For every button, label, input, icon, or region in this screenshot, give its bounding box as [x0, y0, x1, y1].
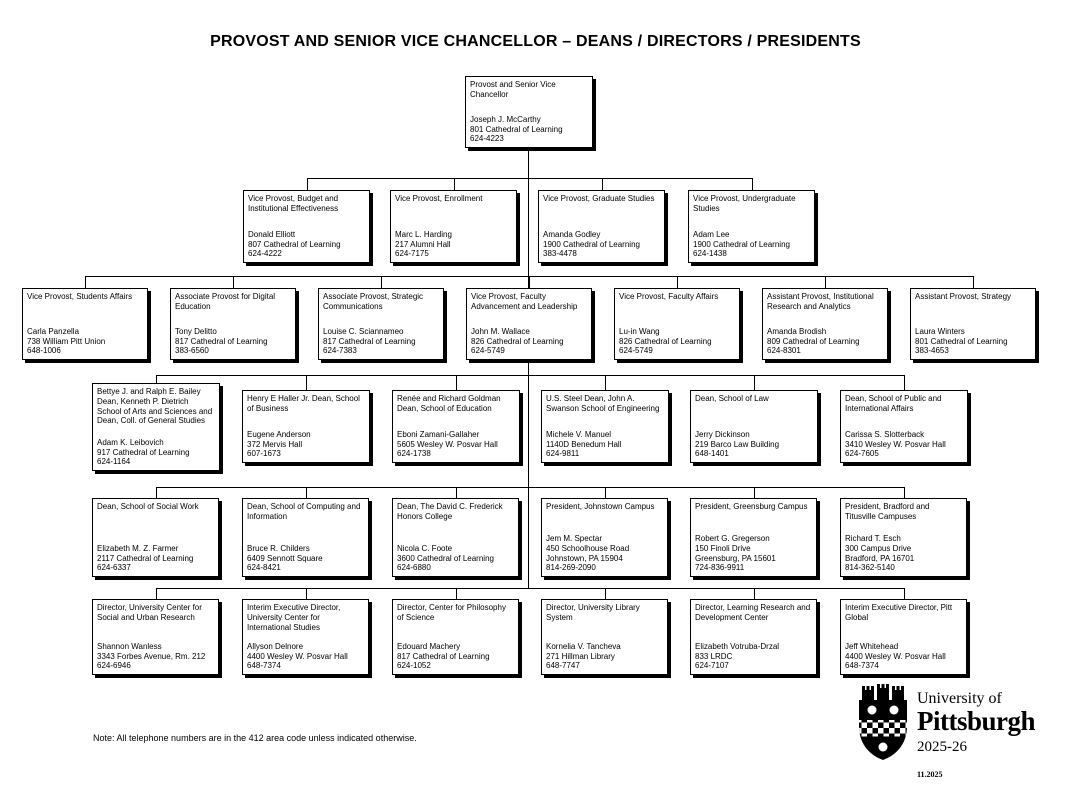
org-box: [92, 599, 219, 675]
org-box: [392, 599, 519, 675]
connector-line: [973, 276, 974, 288]
org-box-contact: [546, 430, 664, 459]
org-box-contact-line: 3343 Forbes Avenue, Rm. 212: [97, 651, 206, 661]
org-box-contact: [471, 327, 587, 356]
org-box: [541, 498, 668, 577]
org-box-contact-line: Eboni Zamani-Gallaher: [397, 429, 480, 439]
org-box-contact-line: 648-7747: [546, 661, 580, 671]
org-box-contact-line: Allyson Delnore: [247, 641, 304, 651]
connector-line: [605, 487, 606, 498]
org-box-contact: [915, 327, 1031, 356]
org-box-contact-line: 624-7605: [845, 449, 879, 459]
org-box-title: Director, Center for Philosophy of Science: [397, 603, 506, 622]
org-box-contact-line: Tony Delitto: [175, 326, 217, 336]
org-box-contact-line: 624-8301: [767, 346, 801, 356]
org-box-contact-line: 4400 Wesley W. Posvar Hall: [247, 651, 348, 661]
connector-line: [529, 276, 530, 288]
connector-line: [454, 178, 455, 190]
org-box-contact: [546, 534, 663, 573]
org-box-contact: [397, 642, 514, 671]
org-box-contact-line: Amanda Brodish: [767, 326, 827, 336]
org-box-contact-line: 624-1164: [97, 457, 131, 467]
org-box-contact-line: 4400 Wesley W. Posvar Hall: [845, 651, 946, 661]
org-box: [840, 599, 967, 675]
org-box: [688, 190, 815, 263]
connector-line: [605, 588, 606, 599]
org-box-contact: [97, 438, 215, 467]
org-box-contact: [695, 534, 812, 573]
org-box-title: Bettye J. and Ralph E. Bailey Dean, Kenneth P. Dietrich School of Arts and Sciences and Dean, Coll. of General Studies: [97, 387, 213, 426]
org-box: [170, 288, 296, 360]
org-box-contact-line: 383-4653: [915, 346, 949, 356]
org-box-title: U.S. Steel Dean, John A. Swanson School of Engineering: [546, 394, 660, 413]
org-box: [466, 288, 592, 360]
org-box-title: Director, University Library System: [546, 603, 640, 622]
org-box-contact-line: 271 Hillman Library: [546, 651, 615, 661]
org-box-title: Vice Provost, Faculty Affairs: [619, 292, 719, 301]
org-box-title: Vice Provost, Students Affairs: [27, 292, 133, 301]
pitt-shield-icon: [856, 684, 910, 762]
org-box-title: Vice Provost, Budget and Institutional Effectiveness: [248, 194, 339, 213]
org-box-contact-line: 624-6880: [397, 563, 431, 573]
org-box-contact-line: Bruce R. Childers: [247, 543, 310, 553]
org-box-contact-line: 624-1052: [397, 661, 431, 671]
org-box-contact: [693, 230, 810, 259]
org-box-contact-line: 6409 Sennott Square: [247, 553, 323, 563]
org-box-contact: [175, 327, 291, 356]
org-box-contact: [97, 544, 214, 573]
org-box-contact-line: 648-1006: [27, 346, 61, 356]
org-box-title: Interim Executive Director, Pitt Global: [845, 603, 953, 622]
org-box-contact-line: 1900 Cathedral of Learning: [693, 239, 790, 249]
org-box-contact-line: Shannon Wanless: [97, 641, 162, 651]
org-box-title: Dean, School of Public and International Affairs: [845, 394, 942, 413]
org-box-title: Associate Provost for Digital Education: [175, 292, 276, 311]
org-box-contact: [27, 327, 143, 356]
org-box-title: President, Johnstown Campus: [546, 502, 655, 511]
org-box-title: Dean, The David C. Frederick Honors College: [397, 502, 503, 521]
org-box-contact-line: Elizabeth Votruba-Drzal: [695, 641, 780, 651]
connector-line: [754, 487, 755, 498]
org-box-title: Dean, School of Law: [695, 394, 769, 403]
pitt-logo: [856, 684, 1035, 779]
org-box-contact-line: John M. Wallace: [471, 326, 530, 336]
org-box-contact-line: Jem M. Spectar: [546, 534, 603, 543]
connector-line: [904, 375, 905, 390]
connector-line: [156, 487, 157, 498]
org-box-contact: [619, 327, 735, 356]
page-title: PROVOST AND SENIOR VICE CHANCELLOR – DEANS / DIRECTORS / PRESIDENTS: [210, 33, 861, 50]
connector-line: [306, 487, 307, 498]
org-box: [392, 498, 519, 577]
org-box-title: Vice Provost, Enrollment: [395, 194, 483, 203]
org-box-contact: [543, 230, 660, 259]
org-box-contact-line: Johnstown, PA 15904: [546, 553, 623, 563]
org-box-contact-line: 372 Mervis Hall: [247, 439, 303, 449]
org-box-contact-line: 814-269-2090: [546, 563, 596, 573]
org-box-contact: [767, 327, 883, 356]
org-box-title: Vice Provost, Undergraduate Studies: [693, 194, 796, 213]
org-box-contact-line: 450 Schoolhouse Road: [546, 543, 630, 553]
org-box-title: Director, Learning Research and Development Center: [695, 603, 811, 622]
connector-line: [456, 375, 457, 390]
org-box-contact-line: Donald Elliott: [248, 229, 296, 239]
connector-line: [156, 487, 905, 488]
connector-line: [605, 375, 606, 390]
connector-line: [85, 276, 86, 288]
org-box-contact-line: Adam K. Leibovich: [97, 437, 164, 447]
org-box: [690, 390, 818, 463]
org-box-contact-line: 300 Campus Drive: [845, 543, 912, 553]
org-box-contact-line: 648-7374: [845, 661, 879, 671]
org-box-contact-line: 3410 Wesley W. Posvar Hall: [845, 439, 946, 449]
org-box-contact-line: 826 Cathedral of Learning: [619, 336, 712, 346]
org-box-contact: [470, 115, 588, 144]
org-box-title: President, Greensburg Campus: [695, 502, 808, 511]
org-box-contact-line: 724-836-9911: [695, 563, 745, 573]
org-box-title: Associate Provost, Strategic Communications: [323, 292, 424, 311]
org-box-contact-line: 648-1401: [695, 449, 729, 459]
connector-line: [456, 487, 457, 498]
connector-line: [602, 178, 603, 190]
org-box-contact-line: 624-4222: [248, 249, 282, 259]
org-box-title: Provost and Senior Vice Chancellor: [470, 80, 556, 99]
org-box: [22, 288, 148, 360]
org-box-contact-line: Adam Lee: [693, 229, 730, 239]
org-box-contact: [323, 327, 439, 356]
org-box-contact-line: 738 William Pitt Union: [27, 336, 106, 346]
footnote: Note: All telephone numbers are in the 412 area code unless indicated otherwise.: [93, 733, 417, 743]
org-box-contact-line: 624-1438: [693, 249, 727, 259]
org-box-contact-line: 383-6560: [175, 346, 209, 356]
org-box-contact-line: 624-6946: [97, 661, 131, 671]
org-box-contact-line: 624-7107: [695, 661, 729, 671]
org-box: [242, 498, 369, 577]
org-box-contact-line: 150 Finoli Drive: [695, 543, 751, 553]
org-box-contact-line: 801 Cathedral of Learning: [470, 124, 563, 134]
org-box-contact-line: 648-7374: [247, 661, 281, 671]
org-box-contact-line: 607-1673: [247, 449, 281, 459]
org-box-title: Henry E Haller Jr. Dean, School of Business: [247, 394, 360, 413]
org-box-contact-line: 217 Alumni Hall: [395, 239, 451, 249]
connector-line: [528, 148, 529, 588]
org-box-contact-line: 2117 Cathedral of Learning: [97, 553, 194, 563]
org-box-contact-line: Richard T. Esch: [845, 534, 901, 543]
org-box-contact: [248, 230, 365, 259]
connector-line: [306, 588, 307, 599]
connector-line: [156, 375, 905, 376]
org-box-contact-line: 624-9811: [546, 449, 580, 459]
org-box-title: Vice Provost, Faculty Advancement and Leadership: [471, 292, 578, 311]
logo-revision-date: 11.2025: [917, 770, 943, 779]
org-box-contact-line: Carissa S. Slotterback: [845, 429, 925, 439]
connector-line: [156, 588, 157, 599]
org-box: [242, 599, 369, 675]
logo-year: 2025-26: [917, 739, 967, 755]
org-box-contact-line: 817 Cathedral of Learning: [175, 336, 268, 346]
org-box-contact-line: 1900 Cathedral of Learning: [543, 239, 640, 249]
connector-line: [825, 276, 826, 288]
org-box-contact-line: 817 Cathedral of Learning: [323, 336, 416, 346]
connector-line: [156, 375, 157, 383]
org-box-contact-line: 624-8421: [247, 563, 281, 573]
org-box-contact-line: Kornelia V. Tancheva: [546, 641, 621, 651]
org-box-contact-line: 3600 Cathedral of Learning: [397, 553, 494, 563]
connector-line: [306, 375, 307, 390]
org-box-contact: [695, 642, 812, 671]
org-box-contact-line: 624-5749: [619, 346, 653, 356]
org-box-contact-line: 624-5749: [471, 346, 505, 356]
org-box-contact-line: 624-6337: [97, 563, 131, 573]
org-box: [392, 390, 520, 463]
org-box-contact-line: Amanda Godley: [543, 229, 601, 239]
org-box-contact: [845, 534, 962, 573]
org-box-contact-line: 624-7175: [395, 249, 429, 259]
org-box-contact-line: 817 Cathedral of Learning: [397, 651, 490, 661]
connector-line: [754, 588, 755, 599]
org-box-contact-line: 809 Cathedral of Learning: [767, 336, 860, 346]
org-box-contact-line: 833 LRDC: [695, 651, 733, 661]
connector-line: [233, 276, 234, 288]
org-box-title: Director, University Center for Social and Urban Research: [97, 603, 202, 622]
org-box-title: President, Bradford and Titusville Campuses: [845, 502, 930, 521]
org-box-contact-line: 624-1738: [397, 449, 431, 459]
connector-line: [752, 178, 753, 190]
org-box-contact-line: 917 Cathedral of Learning: [97, 447, 190, 457]
connector-line: [307, 178, 308, 190]
org-box-contact-line: Eugene Anderson: [247, 429, 311, 439]
connector-line: [456, 588, 457, 599]
org-box-title: Dean, School of Computing and Information: [247, 502, 361, 521]
org-box-contact-line: Louise C. Sciannameo: [323, 326, 404, 336]
org-box: [762, 288, 888, 360]
logo-university-of: University of: [917, 690, 1002, 707]
org-box-contact-line: Robert G. Gregerson: [695, 534, 770, 543]
org-box-contact: [397, 430, 515, 459]
org-box: [390, 190, 517, 263]
logo-pittsburgh: Pittsburgh: [917, 706, 1036, 736]
org-box-contact: [397, 544, 514, 573]
org-box: [910, 288, 1036, 360]
org-box-contact-line: Nicola C. Foote: [397, 543, 453, 553]
org-box: [318, 288, 444, 360]
org-box-contact-line: 624-7383: [323, 346, 357, 356]
org-box-contact: [247, 544, 364, 573]
org-box-title: Dean, School of Social Work: [97, 502, 199, 511]
org-box-contact-line: Edouard Machery: [397, 641, 461, 651]
connector-line: [754, 375, 755, 390]
org-box-contact-line: Carla Panzella: [27, 326, 80, 336]
org-box-contact-line: Joseph J. McCarthy: [470, 114, 541, 124]
connector-line: [677, 276, 678, 288]
org-box-contact-line: Laura Winters: [915, 326, 965, 336]
connector-line: [904, 588, 905, 599]
org-box-contact: [695, 430, 813, 459]
org-box-contact: [97, 642, 214, 671]
org-box-contact-line: 1140D Benedum Hall: [546, 439, 622, 449]
org-box-title: Interim Executive Director, University Center for International Studies: [247, 603, 341, 632]
org-box-contact-line: 826 Cathedral of Learning: [471, 336, 564, 346]
org-box: [538, 190, 665, 263]
connector-line: [904, 487, 905, 498]
connector-line: [381, 276, 382, 288]
org-box: [243, 190, 370, 263]
org-box-contact-line: 5605 Wesley W. Posvar Hall: [397, 439, 498, 449]
org-box-contact-line: 219 Barco Law Building: [695, 439, 780, 449]
org-box-contact-line: Michele V. Manuel: [546, 429, 612, 439]
org-box: [541, 599, 668, 675]
org-box-title: Assistant Provost, Institutional Research and Analytics: [767, 292, 874, 311]
org-box-title: Vice Provost, Graduate Studies: [543, 194, 655, 203]
org-box-contact-line: 624-4223: [470, 134, 504, 144]
org-box-contact-line: 807 Cathedral of Learning: [248, 239, 341, 249]
org-box-title: Assistant Provost, Strategy: [915, 292, 1012, 301]
org-box-contact: [247, 430, 365, 459]
org-box-contact-line: Bradford, PA 16701: [845, 553, 915, 563]
org-box: [242, 390, 370, 463]
org-box-contact-line: Elizabeth M. Z. Farmer: [97, 543, 179, 553]
org-box: [465, 76, 593, 148]
org-box: [690, 599, 817, 675]
org-box-contact-line: 383-4478: [543, 249, 577, 259]
connector-line: [307, 178, 753, 179]
org-box-contact-line: 801 Cathedral of Learning: [915, 336, 1008, 346]
org-box-contact-line: Jeff Whitehead: [845, 641, 899, 651]
org-box: [92, 383, 220, 471]
org-box: [92, 498, 219, 577]
connector-line: [156, 588, 905, 589]
org-box-title: Renée and Richard Goldman Dean, School of Education: [397, 394, 501, 413]
org-box-contact-line: Greensburg, PA 15601: [695, 553, 776, 563]
org-box-contact: [395, 230, 512, 259]
org-box-contact-line: Lu-in Wang: [619, 326, 660, 336]
org-box-contact: [845, 430, 963, 459]
org-box-contact-line: 814-362-5140: [845, 563, 895, 573]
org-box-contact: [247, 642, 364, 671]
org-box-contact-line: Marc L. Harding: [395, 229, 452, 239]
org-box-contact: [845, 642, 962, 671]
org-box: [840, 390, 968, 463]
org-box-contact-line: Jerry Dickinson: [695, 429, 750, 439]
org-box: [840, 498, 967, 577]
org-box: [541, 390, 669, 463]
org-box: [690, 498, 817, 577]
org-box-contact: [546, 642, 663, 671]
org-box: [614, 288, 740, 360]
